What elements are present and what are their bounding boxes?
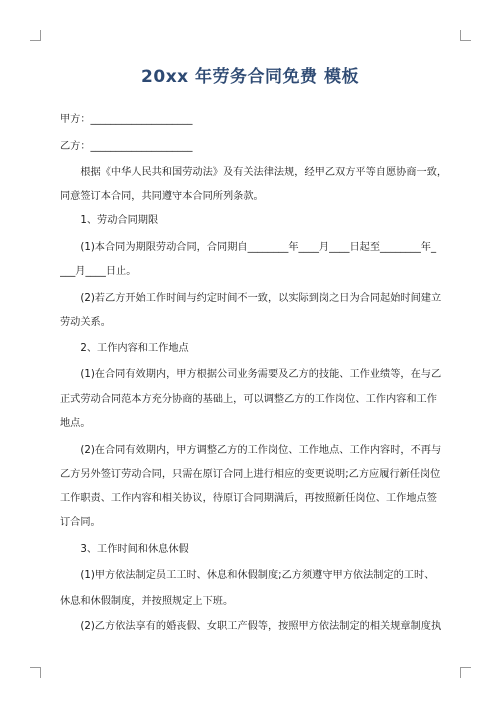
paragraph-line: ___月____日止。	[60, 266, 137, 277]
paragraph-line: (1)甲方依法制定员工工时、休息和休假制度;乙方须遵守甲方依法制定的工时、	[60, 570, 435, 581]
party-b-line: 乙方：____________________	[60, 141, 193, 152]
paragraph-line: 地点。	[60, 418, 91, 429]
paragraph-line: 劳动关系。	[60, 317, 111, 328]
paragraph-line: 根据《中华人民共和国劳动法》及有关法律法规，经甲乙双方平等自愿协商一致，	[60, 167, 448, 178]
corner-mark-top-right	[460, 30, 471, 41]
section-heading: 3、工作时间和休息休假	[60, 544, 189, 555]
paragraph-line: 休息和休假制度，并按照规定上下班。	[60, 596, 234, 607]
corner-mark-bottom-left	[30, 667, 41, 678]
paragraph-line: (1)本合同为期限劳动合同，合同期自________年____月____日起至________年_	[60, 242, 437, 253]
section-heading: 1、劳动合同期限	[60, 215, 159, 226]
paragraph-line: 乙方另外签订劳动合同，只需在原订合同上进行相应的变更说明;乙方应履行新任岗位	[60, 469, 441, 480]
paragraph-line: 订合同。	[60, 517, 101, 528]
paragraph-line: 工作职责、工作内容和相关协议，待原订合同期满后，再按照新任岗位、工作地点签	[60, 493, 437, 504]
paragraph-line: (2)在合同有效期内，甲方调整乙方的工作岗位、工作地点、工作内容时，不再与	[60, 445, 442, 456]
corner-mark-top-left	[30, 30, 41, 41]
section-heading: 2、工作内容和工作地点	[60, 343, 189, 354]
party-a-line: 甲方：____________________	[60, 114, 193, 125]
document-title: 20xx 年劳务合同免费 模板	[141, 67, 359, 87]
paragraph-line: (2)若乙方开始工作时间与约定时间不一致，以实际到岗之日为合同起始时间建立	[60, 293, 442, 304]
paragraph-line: (2)乙方依法享有的婚丧假、女职工产假等，按照甲方依法制定的相关规章制度执	[60, 621, 442, 632]
corner-mark-bottom-right	[460, 667, 471, 678]
paragraph-line: 同意签订本合同，共同遵守本合同所列条款。	[60, 191, 264, 202]
paragraph-line: (1)在合同有效期内，甲方根据公司业务需要及乙方的技能、工作业绩等，在与乙	[60, 369, 442, 380]
paragraph-line: 正式劳动合同范本方充分协商的基础上，可以调整乙方的工作岗位、工作内容和工作	[60, 394, 437, 405]
